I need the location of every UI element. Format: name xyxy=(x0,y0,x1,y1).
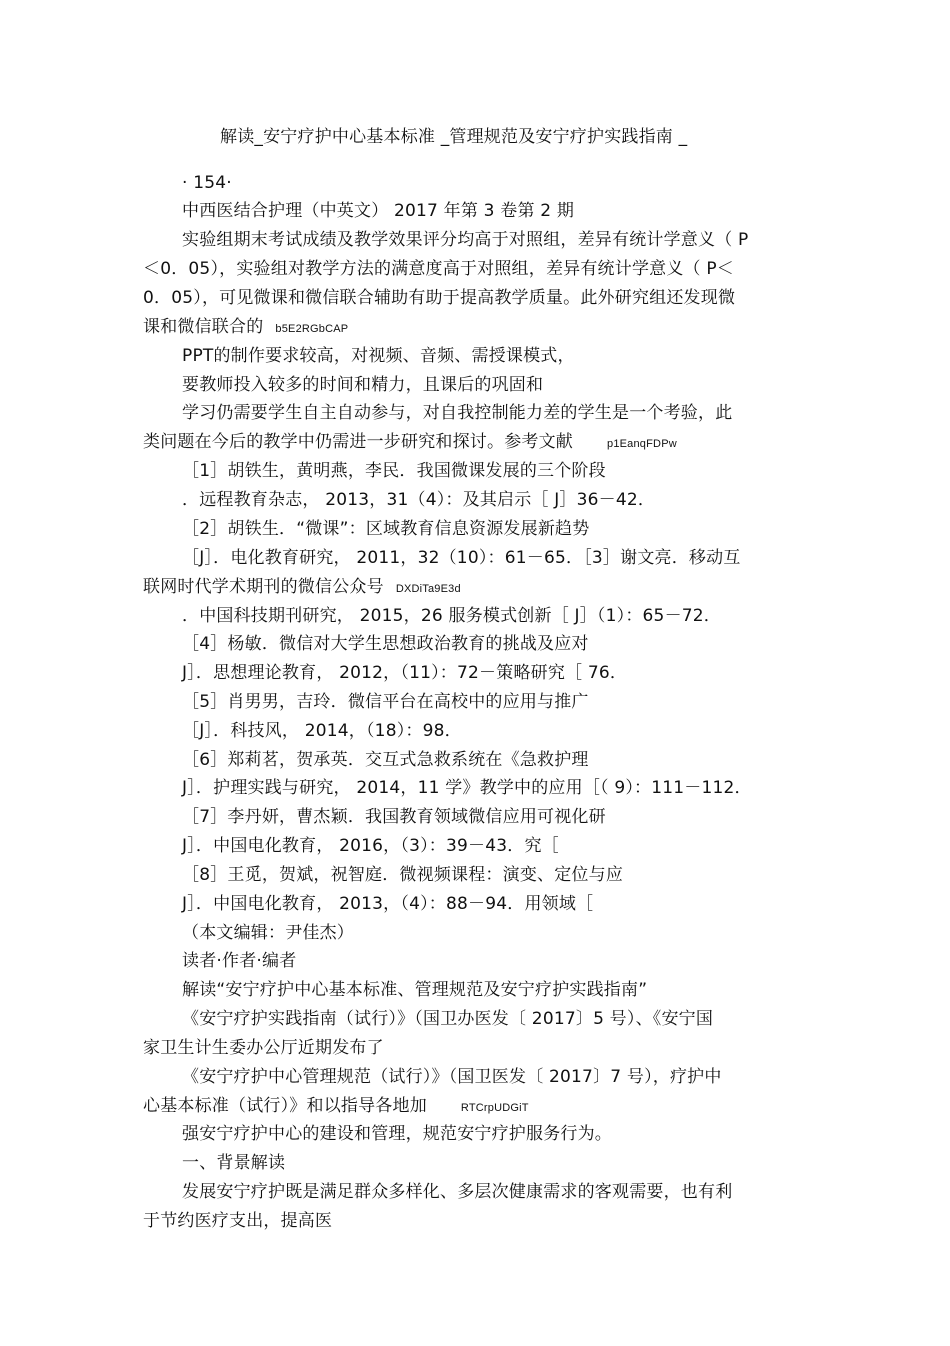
text-segment: 联网时代学术期刊的微信公众号 xyxy=(143,577,384,597)
text-line: 强安宁疗护中心的建设和管理，规范安宁疗护服务行为。 xyxy=(182,1124,612,1144)
reference-line: ［8］王觅，贺斌，祝智庭．微视频课程：演变、定位与应 xyxy=(182,865,624,885)
text-line: 要教师投入较多的时间和精力，且课后的巩固和 xyxy=(182,375,544,395)
reference-line xyxy=(143,576,461,600)
text-line: 《安宁疗护实践指南（试行）》（国卫办医发〔 2017〕5 号）、《安宁国 xyxy=(182,1009,714,1029)
text-line: 0．05），可见微课和微信联合辅助有助于提高教学质量。此外研究组还发现微 xyxy=(143,288,736,308)
reference-line: ．远程教育杂志， 2013，31（4）：及其启示［ J］36－42． xyxy=(182,490,656,510)
reference-line: ［7］李丹妍，曹杰颖．我国教育领域微信应用可视化研 xyxy=(182,807,606,827)
reference-line: J］．护理实践与研究， 2014，11 学》教学中的应用［（ 9）：111－112． xyxy=(182,778,752,798)
journal-line: 中西医结合护理（中英文） 2017 年第 3 卷第 2 期 xyxy=(182,201,575,221)
article-heading: 解读“安宁疗护中心基本标准、管理规范及安宁疗护实践指南” xyxy=(182,980,648,1000)
text-segment: 心基本标准（试行）》和以指导各地加 xyxy=(143,1096,427,1116)
text-segment: 类问题在今后的教学中仍需进一步研究和探讨。参考文献 xyxy=(143,432,573,452)
text-line xyxy=(143,316,348,340)
text-line: ＜0．05），实验组对教学方法的满意度高于对照组，差异有统计学意义（ P＜ xyxy=(143,259,735,279)
watermark-code: b5E2RGbCAP xyxy=(275,323,349,335)
reference-line: J］．中国电化教育， 2013，（4）：88－94．用领域［ xyxy=(182,894,594,914)
document-title: 解读_安宁疗护中心基本标准 _管理规范及安宁疗护实践指南 _ xyxy=(220,127,688,147)
reference-line: ．中国科技期刊研究， 2015，26 服务模式创新［ J］（1）：65－72． xyxy=(182,606,721,626)
watermark-code: RTCrpUDGiT xyxy=(460,1102,529,1114)
reference-line: ［2］胡铁生．“微课”：区域教育信息资源发展新趋势 xyxy=(182,519,590,539)
text-segment: 课和微信联合的 xyxy=(143,317,264,337)
reference-line: ［J］．科技风， 2014，（18）：98． xyxy=(182,721,462,741)
text-line: 《安宁疗护中心管理规范（试行）》（国卫医发〔 2017〕7 号），疗护中 xyxy=(182,1067,722,1087)
text-line xyxy=(143,1095,529,1119)
reference-line: ［1］胡铁生，黄明燕，李民．我国微课发展的三个阶段 xyxy=(182,461,606,481)
section-heading: 一、背景解读 xyxy=(182,1153,286,1173)
reference-line: ［6］郑莉茗，贺承英．交互式急救系统在《急救护理 xyxy=(182,750,589,770)
editor-note: （本文编辑：尹佳杰） xyxy=(182,923,354,943)
reference-line: ［4］杨敏．微信对大学生思想政治教育的挑战及应对 xyxy=(182,634,589,654)
reference-line: ［J］．电化教育研究， 2011，32（10）：61－65．［3］谢文亮．移动互 xyxy=(182,548,741,568)
reference-line: ［5］肖男男，吉玲．微信平台在高校中的应用与推广 xyxy=(182,692,589,712)
watermark-code: p1EanqFDPw xyxy=(607,438,677,450)
reference-line: J］．中国电化教育， 2016，（3）：39－43．究［ xyxy=(182,836,559,856)
text-line: 学习仍需要学生自主自动参与，对自我控制能力差的学生是一个考验，此 xyxy=(182,403,733,423)
watermark-code: DXDiTa9E3d xyxy=(395,583,461,595)
text-line: 发展安宁疗护既是满足群众多样化、多层次健康需求的客观需要，也有利 xyxy=(182,1182,733,1202)
text-line: 家卫生计生委办公厅近期发布了 xyxy=(143,1038,384,1058)
page-number: · 154· xyxy=(182,173,232,193)
reference-line: J］．思想理论教育， 2012，（11）：72－策略研究［ 76． xyxy=(182,663,628,683)
text-line xyxy=(143,431,677,455)
text-line: PPT的制作要求较高，对视频、音频、需授课模式， xyxy=(182,346,575,366)
section-label: 读者·作者·编者 xyxy=(182,951,297,971)
text-line: 于节约医疗支出，提高医 xyxy=(143,1211,333,1231)
text-line: 实验组期末考试成绩及教学效果评分均高于对照组，差异有统计学意义（ P xyxy=(182,230,749,250)
